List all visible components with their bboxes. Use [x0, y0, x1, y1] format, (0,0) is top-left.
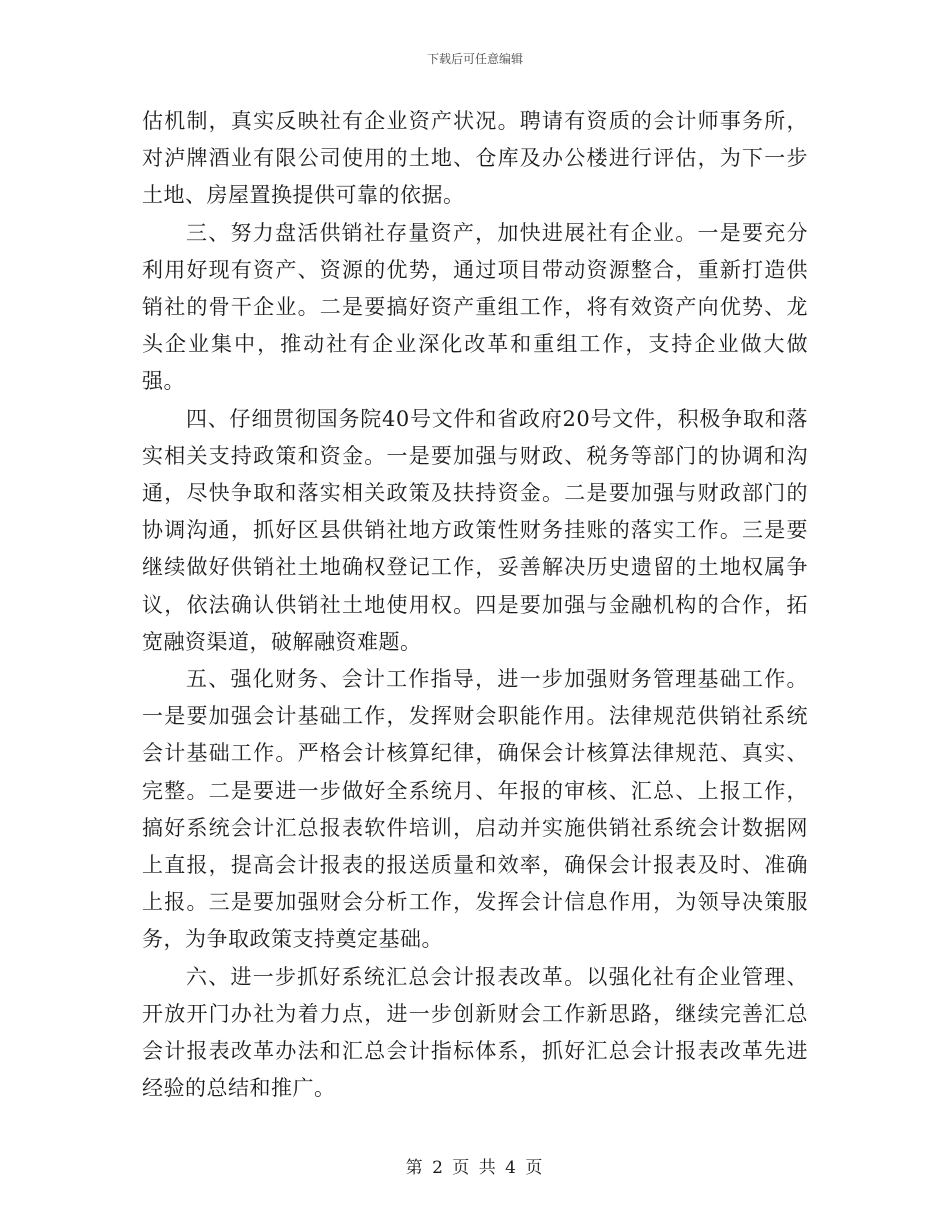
document-body — [142, 103, 808, 1107]
paragraph-section-5: 五、强化财务、会计工作指导，进一步加强财务管理基础工作。一是要加强会计基础工作，发挥财会职能作用。法律规范供销社系统会计基础工作。严格会计核算纪律，确保会计核算法律规范、真实、完整。二是要进一步做好全系统月、年报的审核、汇总、上报工作，搞好系统会计汇总报表软件培训，启动并实施供销社系统会计数据网上直报，提高会计报表的报送质量和效率，确保会计报表及时、准确上报。三是要加强财会分析工作，发挥会计信息作用，为领导决策服务，为争取政策支持奠定基础。 — [142, 667, 808, 952]
page-number: 第 2 页 共 4 页 — [405, 1158, 545, 1178]
paragraph-continued: 估机制，真实反映社有企业资产状况。聘请有资质的会计师事务所，对泸牌酒业有限公司使用的土地、仓库及办公楼进行评估，为下一步土地、房屋置换提供可靠的依据。 — [142, 109, 808, 208]
paragraph-section-4: 四、仔细贯彻国务院40号文件和省政府20号文件，积极争取和落实相关支持政策和资金。一是要加强与财政、税务等部门的协调和沟通，尽快争取和落实相关政策及扶持资金。二是要加强与财政部门的协调沟通，抓好区县供销社地方政策性财务挂账的落实工作。三是要继续做好供销社土地确权登记工作，妥善解决历史遗留的土地权属争议，依法确认供销社土地使用权。四是要加强与金融机构的合作，拓宽融资渠道，破解融资难题。 — [142, 406, 808, 654]
paragraph-section-6: 六、进一步抓好系统汇总会计报表改革。以强化社有企业管理、开放开门办社为着力点，进一步创新财会工作新思路，继续完善汇总会计报表改革办法和汇总会计指标体系，抓好汇总会计报表改革先进经验的总结和推广。 — [142, 964, 808, 1101]
paragraph-section-3: 三、努力盘活供销社存量资产，加快进展社有企业。一是要充分利用好现有资产、资源的优势，通过项目带动资源整合，重新打造供销社的骨干企业。二是要搞好资产重组工作，将有效资产向优势、龙头企业集中，推动社有企业深化改革和重组工作，支持企业做大做强。 — [142, 220, 808, 394]
header-note: 下载后可任意编辑 — [426, 52, 523, 66]
